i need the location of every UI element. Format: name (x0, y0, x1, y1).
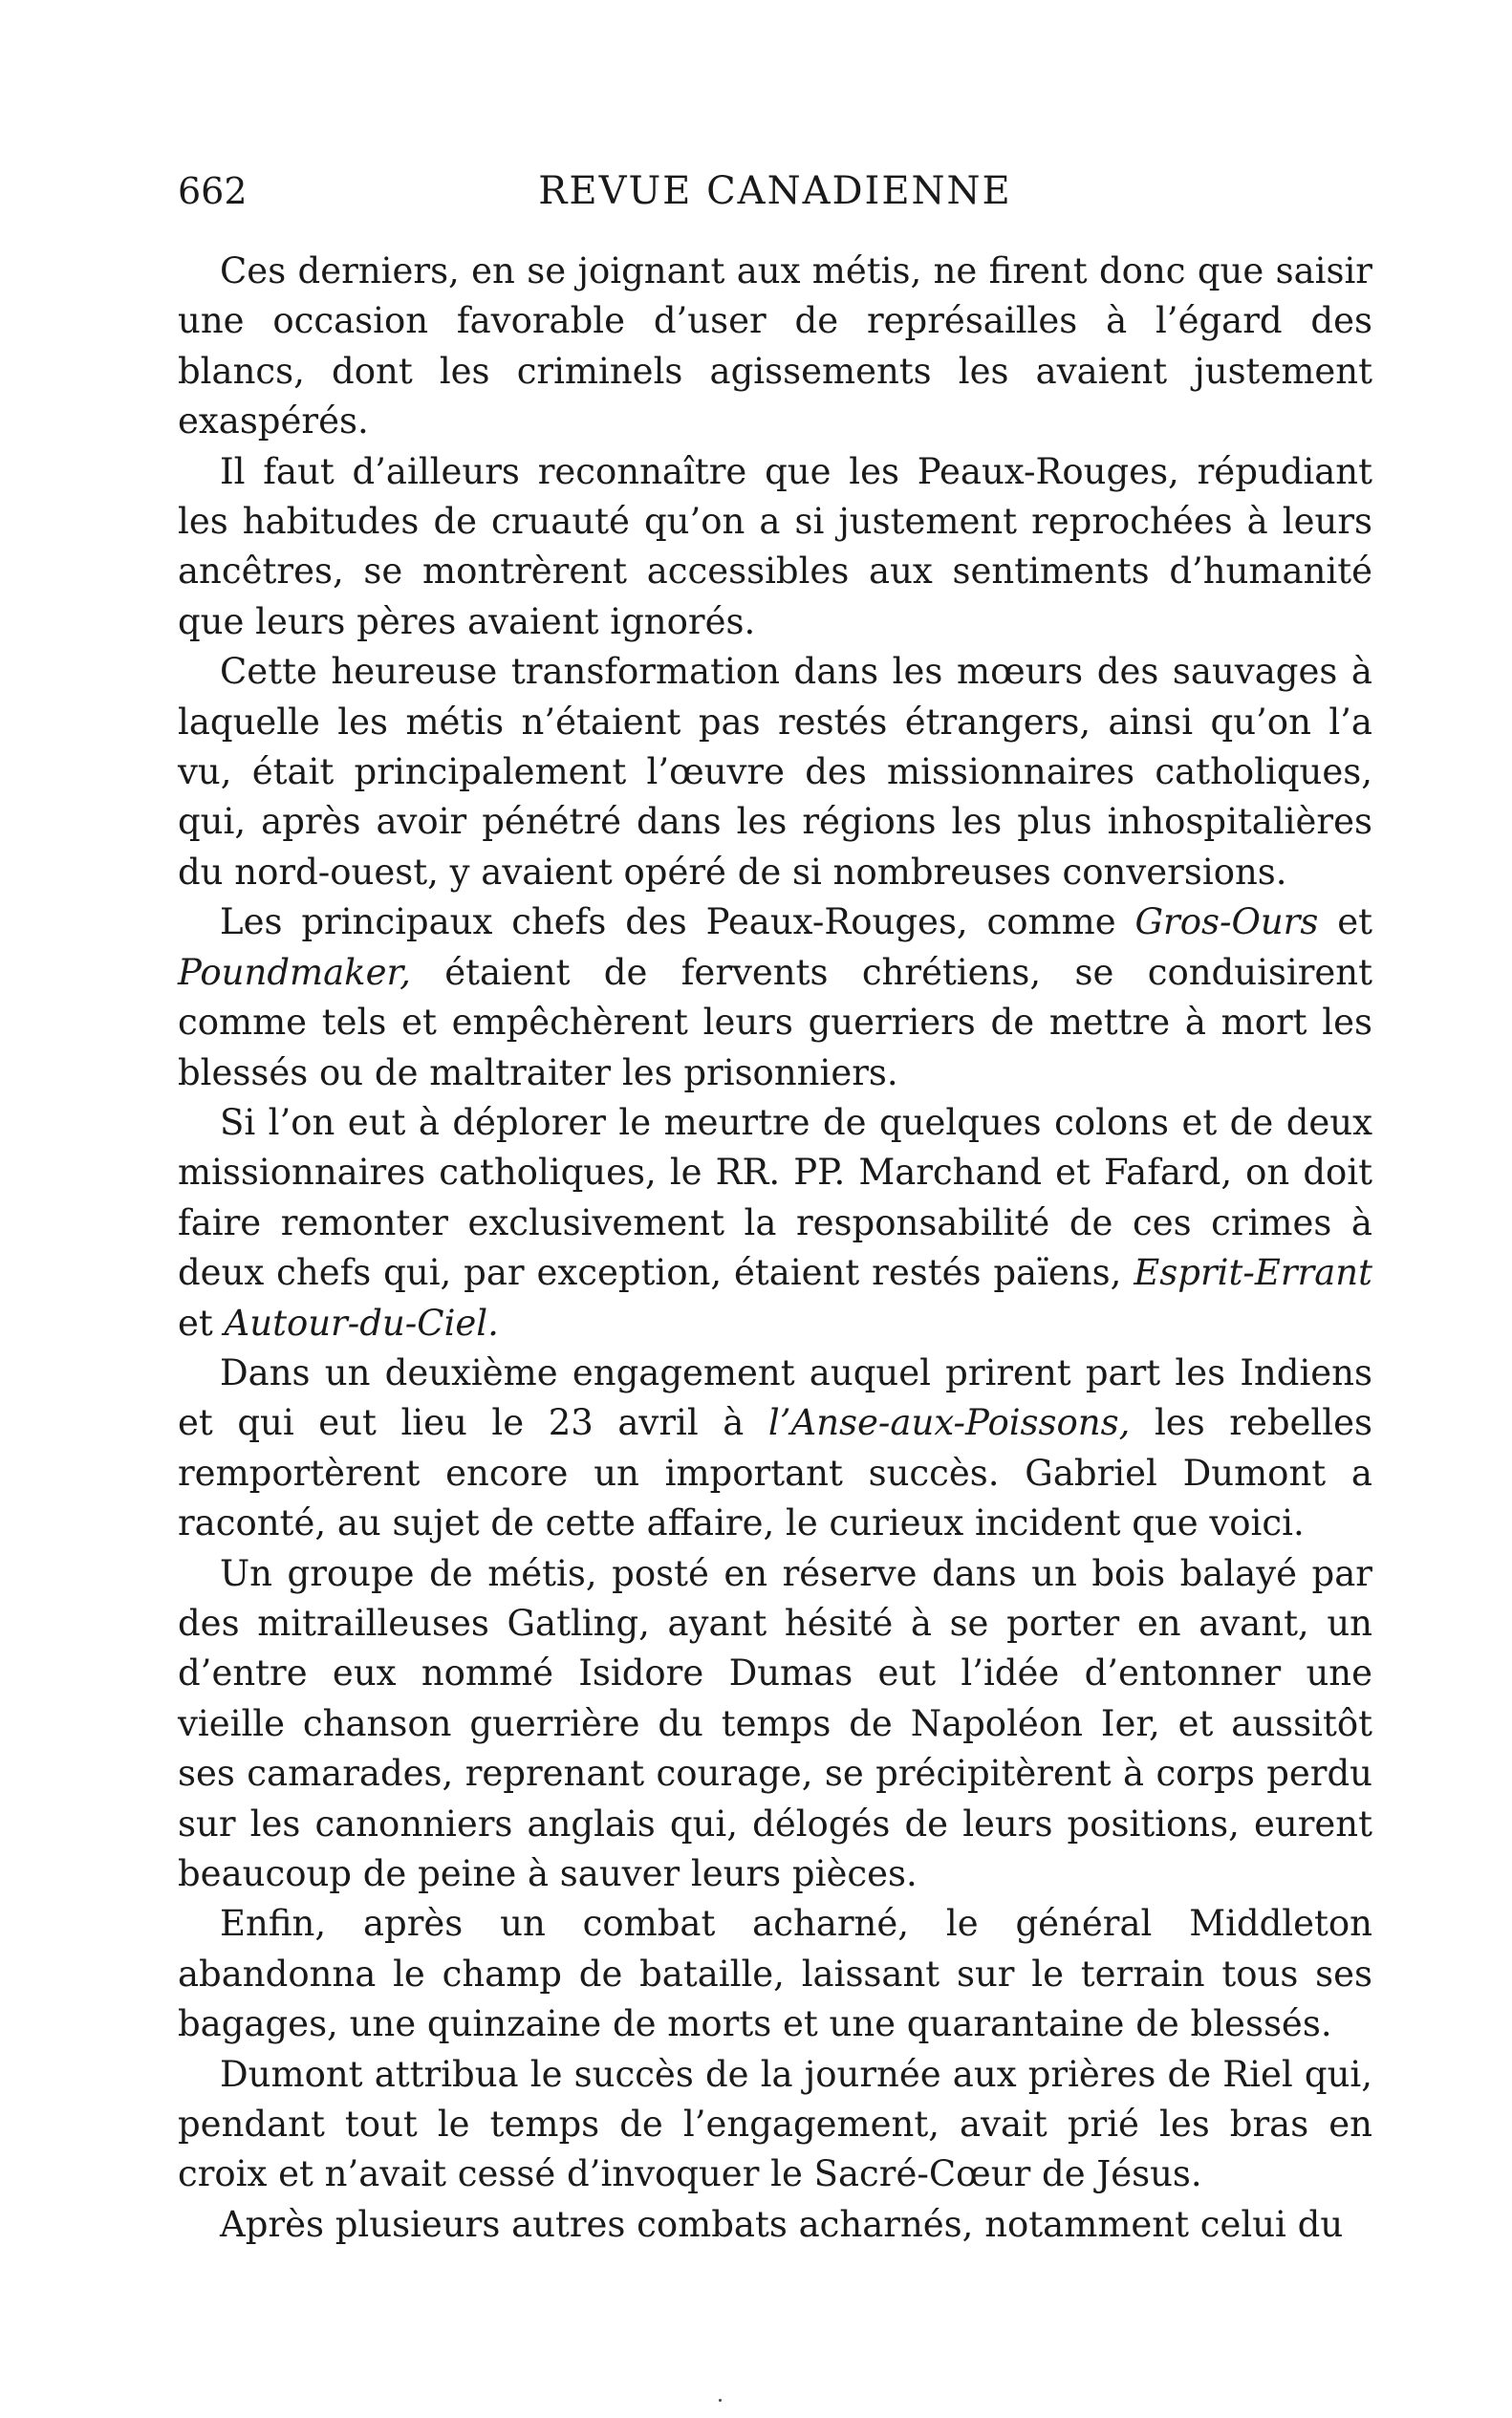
paragraph-5-text-2: et (178, 1302, 225, 1344)
place-anse-aux-poissons: l’Anse-aux-Poissons, (767, 1402, 1131, 1444)
running-title: REVUE CANADIENNE (538, 169, 1012, 213)
paragraph-9: Dumont attribua le succès de la journée aux prières de Riel qui, pendant tout le temps de l’engagement, avait prié les bras en croix et n’avait cessé d’invoquer le Sacré-Cœur de Jésus. (178, 2053, 1372, 2195)
paragraph-6-text-2: les rebelles remportèrent encore un important succès. Gabriel Dumont a raconté, au sujet de cette affaire, le curieux incident que voici. (178, 1402, 1372, 1544)
paragraph-2: Il faut d’ailleurs reconnaître que les Peaux-Rouges, répudiant les habitudes de cruauté qu’on a si justement reprochées à leurs ancêtres, se montrèrent accessibles aux sentiments d’humanité que leurs pères avaient ignorés. (178, 450, 1372, 642)
name-esprit-errant: Esprit-Errant (1134, 1252, 1372, 1294)
paragraph-7: Un groupe de métis, posté en réserve dans un bois balayé par des mitrailleuses Gatling, ayant hésité à se porter en avant, un d’entre eux nommé Isidore Dumas eut l’idée d’entonner une vieille chanson guerrière du temps de Napoléon Ier, et aussitôt ses camarades, reprenant courage, se précipitèrent à corps perdu sur les canonniers anglais qui, délogés de leurs positions, eurent beaucoup de peine à sauver leurs pièces. (178, 1552, 1372, 1894)
name-autour-du-ciel: Autour-du-Ciel. (224, 1302, 499, 1344)
paragraph-4-text-2: et (1318, 901, 1372, 943)
running-head (178, 162, 1372, 220)
page-number: 662 (178, 170, 248, 212)
paragraph-6-text-1: Dans un deuxième engagement auquel prirent part les Indiens et qui eut lieu le 23 avril à (178, 1351, 1372, 1444)
paragraph-5-text-1: Si l’on eut à déplorer le meurtre de quelques colons et de deux missionnaires catholiques, le RR. PP. Marchand et Fafard, on doit faire remonter exclusivement la responsabilité de ces crimes à deux chefs qui, par exception, étaient restés païens, (178, 1101, 1372, 1294)
name-poundmaker: Poundmaker, (178, 951, 411, 993)
paragraph-5 (178, 1098, 1372, 1349)
paragraph-4-text-1: Les principaux chefs des Peaux-Rouges, comme (220, 901, 1135, 943)
paragraph-1: Ces derniers, en se joignant aux métis, ne firent donc que saisir une occasion favorable d’user de représailles à l’égard des blancs, dont les criminels agissements les avaient justement exaspérés. (178, 250, 1372, 443)
body-text (178, 247, 1372, 2250)
paragraph-6 (178, 1349, 1372, 1549)
paragraph-8: Enfin, après un combat acharné, le général Middleton abandonna le champ de bataille, laissant sur le terrain tous ses bagages, une quinzaine de morts et une quarantaine de blessés. (178, 1903, 1372, 2045)
paragraph-10: Après plusieurs autres combats acharnés, notamment celui du (220, 2203, 1344, 2245)
print-speck (719, 2399, 722, 2402)
paragraph-4 (178, 897, 1372, 1098)
name-gros-ours: Gros-Ours (1134, 901, 1319, 943)
paragraph-4-text-3: étaient de fervents chrétiens, se conduisirent comme tels et empêchèrent leurs guerriers de mettre à mort les blessés ou de maltraiter les prisonniers. (178, 951, 1372, 1093)
paragraph-3: Cette heureuse transformation dans les mœurs des sauvages à laquelle les métis n’étaient pas restés étrangers, ainsi qu’on l’a vu, était principalement l’œuvre des missionnaires catholiques, qui, après avoir pénétré dans les régions les plus inhospitalières du nord-ouest, y avaient opéré de si nombreuses conversions. (178, 651, 1372, 893)
